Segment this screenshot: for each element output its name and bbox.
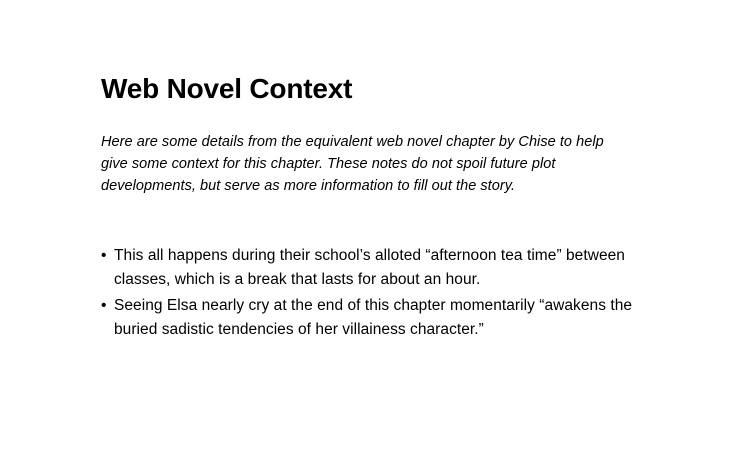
list-item-text: Seeing Elsa nearly cry at the end of this chapter momentarily “awakens the buried sadistic tendencies of her villainess character.” xyxy=(114,297,633,339)
notes-list xyxy=(101,244,650,343)
page-title: Web Novel Context xyxy=(101,73,353,104)
intro-paragraph: Here are some details from the equivalent web novel chapter by Chise to help give some context for this chapter. These notes do not spoil future plot developments, but serve as more information to fill out the story. xyxy=(101,133,604,194)
bullet-icon: • xyxy=(101,246,107,264)
list-item xyxy=(101,294,650,342)
list-item-text: This all happens during their school’s alloted “afternoon tea time” between classes, which is a break that lasts for about an hour. xyxy=(114,246,625,288)
bullet-icon: • xyxy=(101,297,107,315)
list-item xyxy=(101,244,650,292)
